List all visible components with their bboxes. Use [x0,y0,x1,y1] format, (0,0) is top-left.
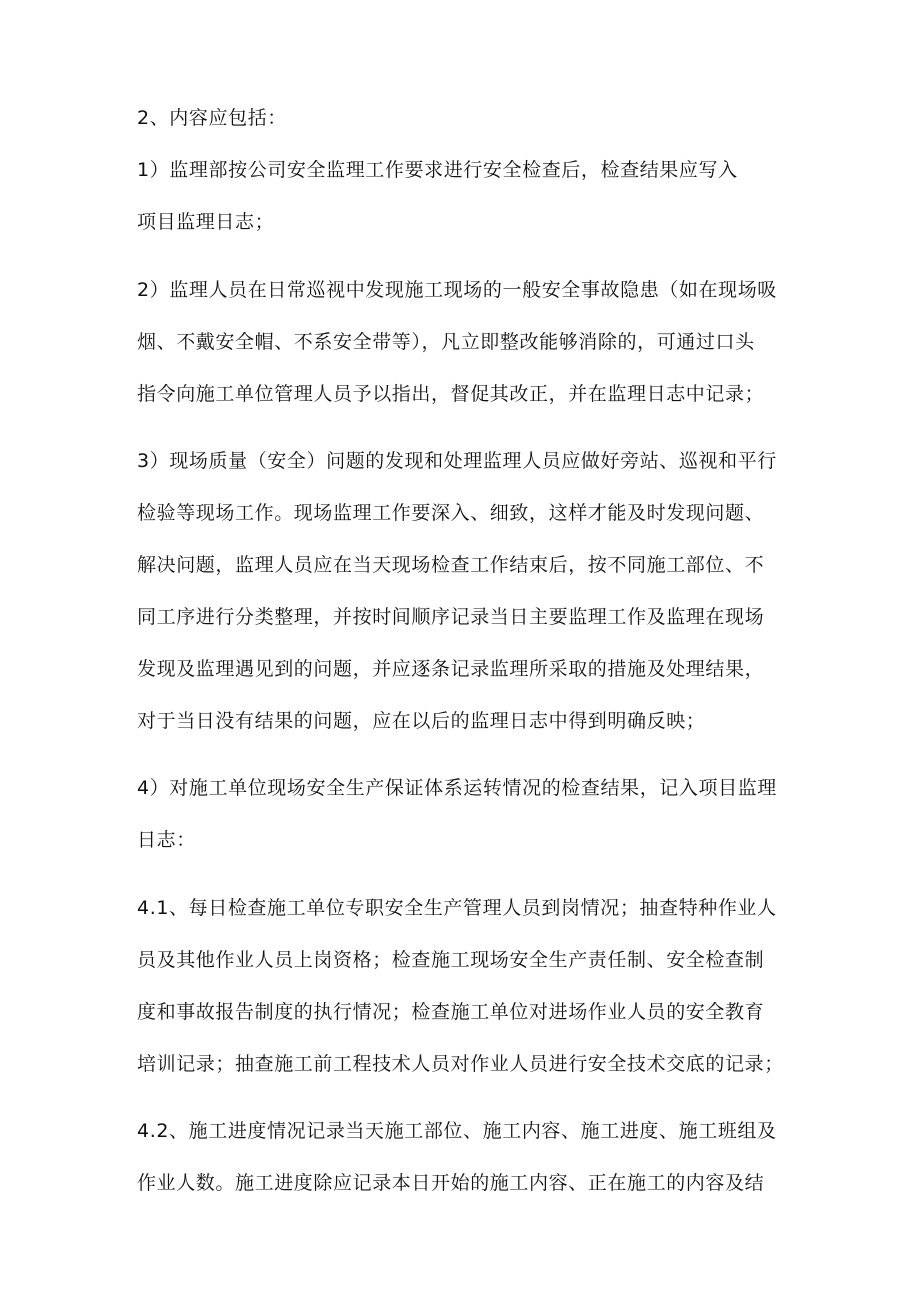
paragraph-line: 3）现场质量（安全）问题的发现和处理监理人员应做好旁站、巡视和平行 [137,450,777,472]
paragraph-line: 日志： [137,829,196,851]
paragraph-line: 作业人数。施工进度除应记录本日开始的施工内容、正在施工的内容及结 [137,1172,765,1194]
paragraph-line: 度和事故报告制度的执行情况；检查施工单位对进场作业人员的安全教育 [137,1001,765,1023]
paragraph-line: 解决问题，监理人员应在当天现场检查工作结束后，按不同施工部位、不 [137,554,765,576]
paragraph-line: 检验等现场工作。现场监理工作要深入、细致，这样才能及时发现问题、 [137,502,765,524]
paragraph-line: 项目监理日志； [137,211,275,233]
paragraph-line: 4）对施工单位现场安全生产保证体系运转情况的检查结果，记入项目监理 [137,777,777,799]
paragraph-line: 1）监理部按公司安全监理工作要求进行安全检查后，检查结果应写入 [137,159,738,181]
paragraph-line: 烟、不戴安全帽、不系安全带等），凡立即整改能够消除的，可通过口头 [137,331,755,353]
paragraph-line: 对于当日没有结果的问题，应在以后的监理日志中得到明确反映； [137,710,706,732]
paragraph-line: 发现及监理遇见到的问题，并应逐条记录监理所采取的措施及处理结果， [137,658,765,680]
paragraph-line: 2）监理人员在日常巡视中发现施工现场的一般安全事故隐患（如在现场吸 [137,279,777,301]
paragraph-line: 4.2、施工进度情况记录当天施工部位、施工内容、施工进度、施工班组及 [137,1120,777,1142]
paragraph-line: 培训记录；抽查施工前工程技术人员对作业人员进行安全技术交底的记录； [137,1053,784,1075]
paragraph-line: 指令向施工单位管理人员予以指出，督促其改正，并在监理日志中记录； [137,383,765,405]
section-heading: 2、内容应包括： [137,107,287,129]
paragraph-line: 同工序进行分类整理，并按时间顺序记录当日主要监理工作及监理在现场 [137,606,765,628]
paragraph-line: 员及其他作业人员上岗资格；检查施工现场安全生产责任制、安全检查制 [137,949,765,971]
paragraph-line: 4.1、每日检查施工单位专职安全生产管理人员到岗情况；抽查特种作业人 [137,897,777,919]
